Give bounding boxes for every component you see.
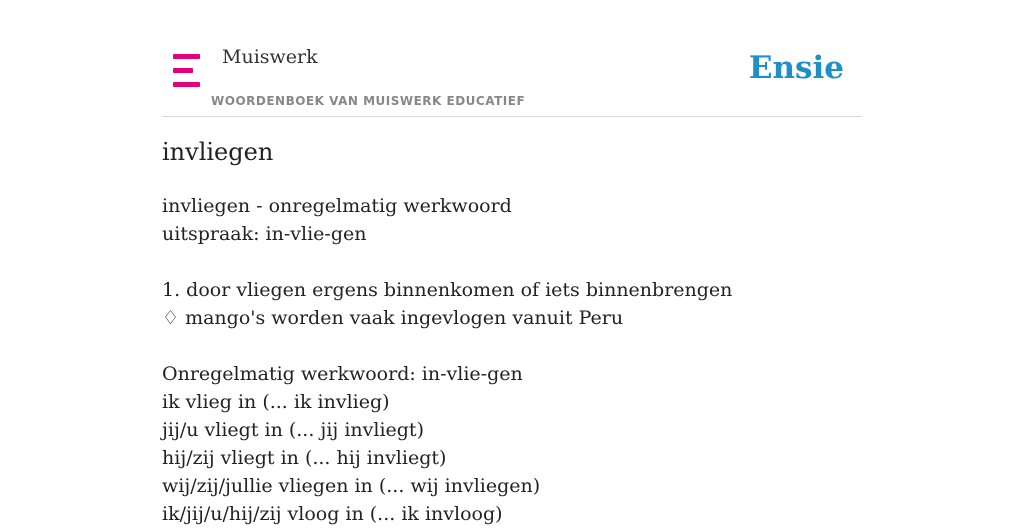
entry-line: ik/jij/u/hij/zij vloog in (... ik invloog) [162,503,503,525]
entry-line [162,332,862,360]
entry-line [162,248,862,276]
logo-bar-top [173,54,200,59]
page-title: invliegen [162,138,274,166]
logo-bar-middle [173,68,193,73]
brand-name[interactable]: Muiswerk [222,46,318,68]
entry-line: 1. door vliegen ergens binnenkomen of iets binnenbrengen [162,279,733,301]
entry-line: jij/u vliegt in (... jij invliegt) [162,419,424,441]
entry-line: invliegen - onregelmatig werkwoord [162,195,512,217]
entry-body [162,192,862,528]
entry-line: hij/zij vliegt in (... hij invliegt) [162,447,447,469]
entry-line: ik vlieg in (... ik invlieg) [162,391,390,413]
entry-line: Onregelmatig werkwoord: in-vlie-gen [162,363,523,385]
entry-line: ♢ mango's worden vaak ingevlogen vanuit Peru [162,307,624,329]
page-container [162,0,862,525]
entry-line: wij/zij/jullie vliegen in (... wij invliegen) [162,475,541,497]
brand-subtitle: WOORDENBOEK VAN MUISWERK EDUCATIEF [211,94,526,108]
muiswerk-logo-icon[interactable] [173,54,200,88]
ensie-logo[interactable]: Ensie [748,50,844,86]
logo-bar-bottom [173,82,200,87]
site-header [162,0,862,117]
entry-line: uitspraak: in-vlie-gen [162,223,367,245]
